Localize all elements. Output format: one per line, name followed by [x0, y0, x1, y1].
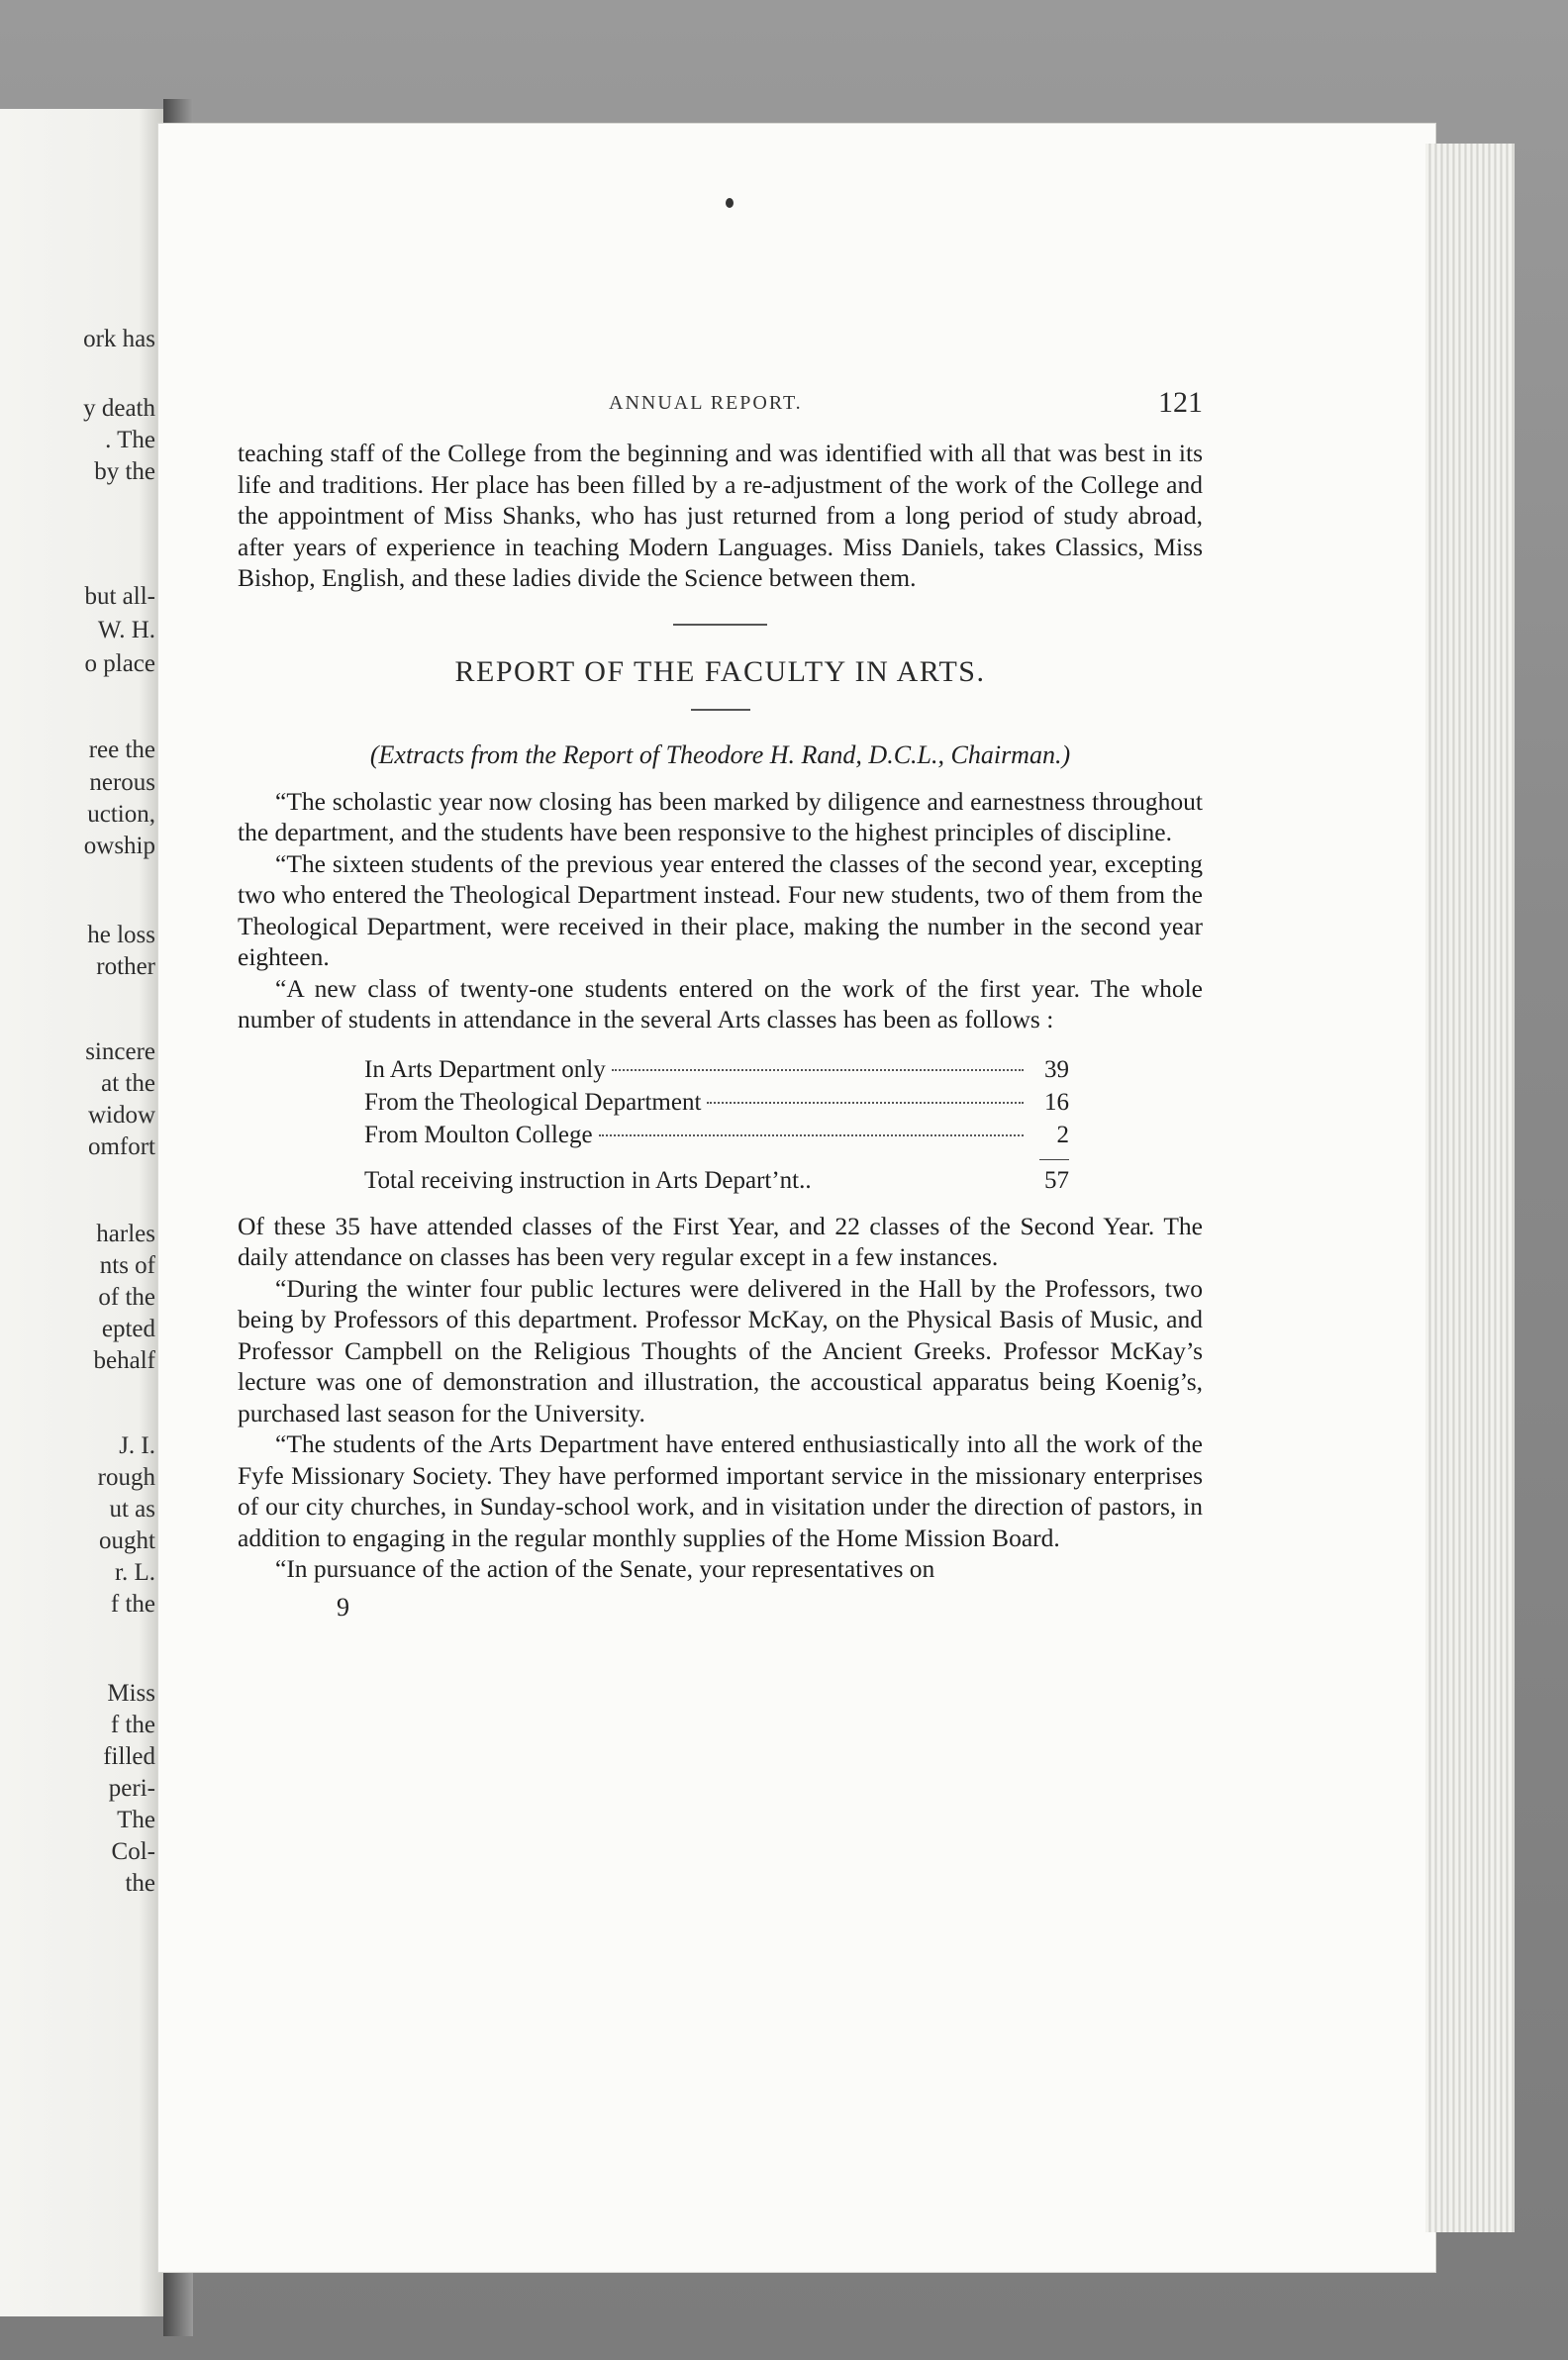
left-page-fragment: owship [83, 833, 155, 859]
left-page-fragment: nerous [89, 769, 155, 796]
sum-rule [1039, 1159, 1069, 1160]
dot-leader [612, 1069, 1024, 1071]
table-total-row [364, 1164, 1069, 1197]
left-page-fragment: J. I. [119, 1432, 155, 1459]
left-page-fragment: of the [98, 1284, 155, 1311]
page-edges [1425, 144, 1515, 2232]
left-page-fragment: omfort [87, 1133, 155, 1160]
left-page-fragment: ree the [88, 737, 155, 763]
section-title: REPORT OF THE FACULTY IN ARTS. [454, 654, 986, 688]
paragraph: “The students of the Arts Department have entered enthusiastically into all the work of the Fyfe Missionary Society. They have performed important service in the missionary enterprises of our city churches, in Sunday-school work, and in visitation under the direction of pastors, in addition to engaging in the regular monthly supplies of the Home Mission Board. [238, 1429, 1203, 1552]
left-page-fragment: by the [94, 458, 155, 485]
attendance-table [364, 1053, 1069, 1197]
left-page-fragment: rother [96, 953, 155, 980]
left-page-fragment: sincere [85, 1038, 155, 1065]
signature-mark: 9 [337, 1592, 349, 1622]
left-page-fragment: r. L. [115, 1559, 155, 1586]
paragraph: “The scholastic year now closing has been marked by diligence and earnestness throughout the department, and the students have been responsive to the highest principles of discipline. [238, 786, 1203, 846]
total-label: Total receiving instruction in Arts Depart’nt.. [364, 1166, 812, 1194]
row-value: 2 [1056, 1121, 1069, 1148]
left-page-fragment: f the [110, 1591, 155, 1618]
left-page-fragment: but all- [84, 583, 155, 610]
left-page-fragment: y death [83, 395, 155, 422]
left-page-fragment: at the [101, 1070, 155, 1097]
paragraph: “The sixteen students of the previous year entered the classes of the second year, excepting two who entered the Theological Department instead. Four new students, two of them from the Theological Department, were received in their place, making the number in the second year eighteen. [238, 848, 1203, 971]
left-page-fragment: peri- [108, 1775, 155, 1802]
left-page-fragment: Col- [111, 1838, 155, 1865]
paragraph-continued: teaching staff of the College from the beginning and was identified with all that was best in its life and traditions. Her place has been filled by a re-adjustment of the work of the College and the appointment of Miss Shanks, who has just returned from a long period of study abroad, after years of experience in teaching Modern Languages. Miss Daniels, takes Classics, Miss Bishop, English, and these ladies divide the Science between them. [238, 439, 1203, 592]
left-page-fragment: widow [87, 1102, 155, 1129]
row-value: 16 [1044, 1088, 1069, 1116]
table-row [364, 1119, 1069, 1151]
paragraph: “During the winter four public lectures were delivered in the Hall by the Professors, two being by Professors of this department. Professor McKay, on the Physical Basis of Music, and Professor Campbell on the Religious Thoughts of the Ancient Greeks. Professor McKay’s lecture was one of demonstration and illustration, the accoustical apparatus being Koenig’s, purchased last season for the University. [238, 1273, 1203, 1427]
left-page-fragment: . The [105, 427, 155, 453]
left-page-fragment: harles [96, 1221, 155, 1247]
page-number: 121 [1158, 386, 1203, 419]
left-page-fragment: uction, [87, 801, 155, 828]
left-page-fragment: Miss [107, 1680, 155, 1707]
paragraph: Of these 35 have attended classes of the First Year, and 22 classes of the Second Year. The daily attendance on classes has been very regular except in a few instances. [238, 1211, 1203, 1271]
row-label: In Arts Department only [364, 1055, 606, 1083]
dot-leader [599, 1134, 1024, 1136]
section-subtitle: (Extracts from the Report of Theodore H. Rand, D.C.L., Chairman.) [369, 739, 1071, 769]
divider-rule [691, 709, 750, 711]
left-page-fragment: epted [101, 1316, 155, 1342]
left-page-fragment: rough [97, 1464, 155, 1491]
page-content [238, 386, 1203, 1622]
left-page-fragment: f the [110, 1712, 155, 1738]
table-row [364, 1053, 1069, 1086]
left-page-fragment: ought [99, 1527, 155, 1554]
left-page-fragment: the [125, 1870, 155, 1897]
table-row [364, 1086, 1069, 1119]
row-label: From Moulton College [364, 1121, 593, 1148]
left-page-fragment: The [117, 1807, 155, 1833]
left-page-fragment: o place [84, 650, 155, 677]
left-page-fragment: behalf [93, 1347, 155, 1374]
left-page-fragment: he loss [87, 922, 155, 948]
paragraph: “In pursuance of the action of the Senate, your representatives on [275, 1554, 935, 1583]
ink-speck [726, 198, 734, 208]
dot-leader [707, 1102, 1024, 1104]
left-page-fragment: ork has [83, 326, 155, 352]
left-page-fragment: filled [103, 1743, 155, 1770]
left-page-fragment: ut as [109, 1496, 155, 1523]
row-label: From the Theological Department [364, 1088, 702, 1116]
page-header [238, 386, 1203, 438]
divider-rule [673, 624, 767, 626]
left-page-fragment: W. H. [97, 617, 155, 643]
left-page-fragment: nts of [99, 1252, 155, 1279]
running-head: ANNUAL REPORT. [609, 392, 803, 414]
left-facing-page [0, 109, 163, 2316]
row-value: 39 [1044, 1055, 1069, 1083]
total-value: 57 [1044, 1166, 1069, 1194]
paragraph: “A new class of twenty-one students entered on the work of the first year. The whole number of students in attendance in the several Arts classes has been as follows : [238, 973, 1203, 1033]
